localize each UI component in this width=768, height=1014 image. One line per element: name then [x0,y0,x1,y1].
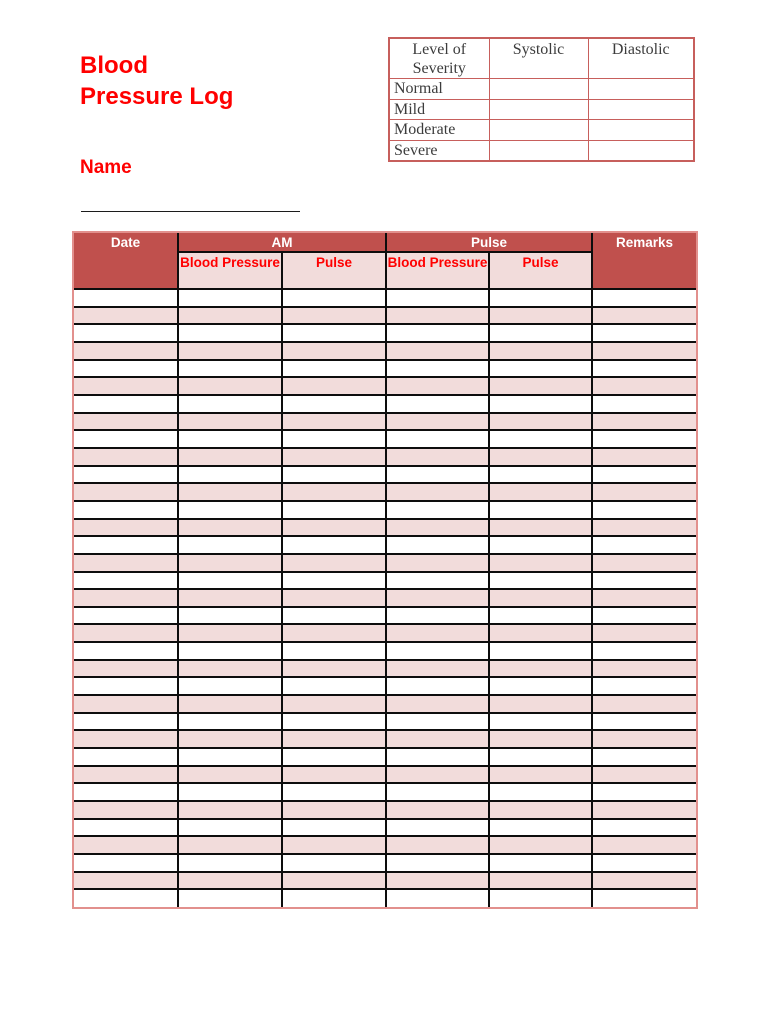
log-cell [74,748,178,766]
log-cell [178,377,282,395]
log-cell [74,589,178,607]
log-cell [386,836,489,854]
log-row [74,713,696,731]
log-cell [282,836,386,854]
log-cell [592,430,696,448]
log-cell [282,501,386,519]
log-cell [592,607,696,625]
log-cell [489,501,592,519]
log-cell [282,854,386,872]
log-cell [282,589,386,607]
log-row [74,642,696,660]
log-cell [489,695,592,713]
log-cell [178,448,282,466]
log-cell [489,413,592,431]
log-row [74,307,696,325]
log-cell [489,624,592,642]
log-row [74,589,696,607]
severity-row-label: Normal [389,79,489,100]
log-row [74,554,696,572]
log-cell [592,766,696,784]
log-cell [178,854,282,872]
log-cell [386,289,489,307]
log-cell [592,801,696,819]
subheader-am-pulse: Pulse [282,252,386,289]
log-cell [592,713,696,731]
log-cell [386,642,489,660]
log-cell [282,624,386,642]
log-cell [282,783,386,801]
log-cell [178,695,282,713]
log-cell [282,466,386,484]
log-cell [386,307,489,325]
severity-row [389,79,694,100]
log-cell [74,483,178,501]
log-cell [592,377,696,395]
severity-row-label: Mild [389,99,489,120]
log-cell [74,642,178,660]
log-cell [178,713,282,731]
log-cell [282,642,386,660]
log-row [74,819,696,837]
log-cell [386,377,489,395]
log-cell [489,660,592,678]
log-cell [282,448,386,466]
severity-row [389,120,694,141]
log-cell [592,889,696,907]
page-title-line2: Pressure Log [80,83,234,110]
date-column-header: Date [74,233,178,289]
log-cell [282,395,386,413]
log-cell [178,783,282,801]
log-cell [178,536,282,554]
log-cell [282,483,386,501]
log-cell [592,289,696,307]
log-cell [282,730,386,748]
log-cell [74,836,178,854]
log-cell [386,660,489,678]
log-row [74,748,696,766]
log-cell [592,307,696,325]
severity-row [389,99,694,120]
severity-table [388,37,695,162]
log-cell [592,519,696,537]
log-cell [178,554,282,572]
log-cell [489,642,592,660]
log-cell [178,660,282,678]
log-row [74,413,696,431]
log-cell [489,607,592,625]
severity-empty-cell [489,99,588,120]
log-cell [178,836,282,854]
log-cell [74,766,178,784]
log-cell [386,677,489,695]
log-cell [592,624,696,642]
log-row [74,854,696,872]
log-cell [386,695,489,713]
log-cell [592,572,696,590]
log-row [74,783,696,801]
log-cell [489,730,592,748]
log-cell [282,377,386,395]
log-group-header-row [74,233,696,252]
log-cell [74,889,178,907]
log-cell [282,413,386,431]
remarks-column-header: Remarks [592,233,696,289]
log-cell [386,554,489,572]
log-cell [282,307,386,325]
log-cell [178,589,282,607]
log-cell [592,589,696,607]
log-cell [178,395,282,413]
log-cell [74,819,178,837]
log-cell [592,854,696,872]
log-cell [282,289,386,307]
log-cell [592,730,696,748]
subheader-pm-blood-pressure: Blood Pressure [386,252,489,289]
log-cell [282,677,386,695]
log-cell [282,889,386,907]
log-cell [178,730,282,748]
log-cell [592,360,696,378]
log-cell [74,342,178,360]
severity-empty-cell [588,120,694,141]
name-underline [81,211,300,212]
log-row [74,695,696,713]
log-cell [74,360,178,378]
log-row [74,448,696,466]
log-cell [74,607,178,625]
log-cell [386,536,489,554]
log-cell [592,783,696,801]
log-cell [178,766,282,784]
log-row [74,572,696,590]
log-cell [282,324,386,342]
log-cell [178,466,282,484]
log-row [74,766,696,784]
severity-row-label: Moderate [389,120,489,141]
log-cell [489,854,592,872]
log-cell [592,483,696,501]
name-label: Name [80,157,132,178]
log-cell [74,395,178,413]
log-cell [489,430,592,448]
log-cell [386,748,489,766]
log-table [74,233,696,907]
log-cell [178,624,282,642]
log-row [74,801,696,819]
log-cell [489,748,592,766]
log-cell [489,836,592,854]
log-cell [489,889,592,907]
log-row [74,624,696,642]
log-row [74,501,696,519]
log-row [74,677,696,695]
log-cell [178,501,282,519]
log-cell [74,713,178,731]
log-cell [592,872,696,890]
log-cell [592,554,696,572]
log-row [74,430,696,448]
log-cell [178,519,282,537]
log-cell [178,889,282,907]
severity-header-level: Level of Severity [389,38,489,79]
log-cell [282,607,386,625]
log-row [74,395,696,413]
log-cell [592,501,696,519]
log-cell [74,501,178,519]
log-cell [489,713,592,731]
log-cell [282,342,386,360]
subheader-am-blood-pressure: Blood Pressure [178,252,282,289]
log-cell [489,677,592,695]
log-row [74,536,696,554]
log-cell [489,324,592,342]
log-cell [282,554,386,572]
log-cell [592,677,696,695]
log-table-wrap [72,231,698,909]
log-cell [386,713,489,731]
log-cell [178,819,282,837]
log-cell [282,872,386,890]
log-cell [74,572,178,590]
log-cell [489,395,592,413]
log-row [74,342,696,360]
pulse-group-header: Pulse [386,233,592,252]
log-cell [386,519,489,537]
log-cell [386,324,489,342]
log-cell [386,448,489,466]
log-cell [74,624,178,642]
log-cell [489,572,592,590]
log-cell [489,307,592,325]
log-cell [386,466,489,484]
log-cell [178,342,282,360]
log-cell [386,501,489,519]
log-row [74,730,696,748]
log-cell [386,360,489,378]
log-cell [282,430,386,448]
log-row [74,360,696,378]
log-cell [489,872,592,890]
severity-empty-cell [588,99,694,120]
log-cell [592,642,696,660]
log-cell [74,730,178,748]
log-cell [178,324,282,342]
log-cell [178,607,282,625]
log-row [74,377,696,395]
log-cell [74,801,178,819]
log-cell [74,872,178,890]
log-cell [282,801,386,819]
log-cell [386,889,489,907]
page-title-line1: Blood [80,52,148,79]
log-cell [592,448,696,466]
log-row [74,483,696,501]
log-cell [74,430,178,448]
log-cell [489,819,592,837]
log-row [74,889,696,907]
log-cell [489,289,592,307]
log-cell [592,748,696,766]
severity-header-row [389,38,694,79]
log-cell [178,677,282,695]
log-cell [74,413,178,431]
log-cell [489,766,592,784]
log-cell [489,360,592,378]
log-cell [282,660,386,678]
log-row [74,466,696,484]
log-cell [592,536,696,554]
log-cell [592,342,696,360]
log-cell [178,572,282,590]
log-cell [282,519,386,537]
log-cell [74,677,178,695]
log-cell [592,695,696,713]
log-cell [282,360,386,378]
log-cell [74,554,178,572]
log-cell [74,536,178,554]
log-cell [386,819,489,837]
log-row [74,607,696,625]
log-cell [178,430,282,448]
log-row [74,660,696,678]
log-cell [592,466,696,484]
log-cell [178,360,282,378]
log-cell [386,730,489,748]
page-title [80,50,233,112]
log-cell [386,783,489,801]
log-cell [592,413,696,431]
log-cell [592,660,696,678]
log-row [74,836,696,854]
log-cell [386,572,489,590]
log-cell [386,854,489,872]
log-cell [386,413,489,431]
log-cell [489,589,592,607]
log-cell [489,783,592,801]
log-cell [178,748,282,766]
log-cell [386,589,489,607]
severity-empty-cell [588,141,694,162]
log-cell [386,430,489,448]
log-cell [386,766,489,784]
subheader-pm-pulse: Pulse [489,252,592,289]
log-cell [386,607,489,625]
log-cell [74,660,178,678]
log-cell [282,819,386,837]
am-group-header: AM [178,233,386,252]
log-cell [282,695,386,713]
log-cell [592,395,696,413]
log-cell [489,466,592,484]
log-cell [386,395,489,413]
severity-empty-cell [489,141,588,162]
severity-empty-cell [489,79,588,100]
log-cell [74,307,178,325]
log-cell [592,819,696,837]
log-cell [178,872,282,890]
log-cell [74,695,178,713]
log-cell [386,342,489,360]
severity-row-label: Severe [389,141,489,162]
log-cell [489,554,592,572]
log-cell [74,289,178,307]
log-cell [489,483,592,501]
severity-empty-cell [588,79,694,100]
log-cell [386,624,489,642]
log-row [74,289,696,307]
log-cell [386,872,489,890]
log-cell [74,783,178,801]
log-cell [592,324,696,342]
log-row [74,519,696,537]
log-cell [178,307,282,325]
log-cell [74,466,178,484]
log-cell [282,572,386,590]
log-row [74,324,696,342]
log-cell [489,536,592,554]
log-cell [489,801,592,819]
log-cell [489,519,592,537]
log-cell [282,766,386,784]
log-cell [592,836,696,854]
log-cell [282,748,386,766]
log-cell [386,483,489,501]
log-cell [489,448,592,466]
severity-empty-cell [489,120,588,141]
log-cell [282,536,386,554]
log-cell [74,854,178,872]
log-cell [74,448,178,466]
log-cell [178,483,282,501]
log-cell [489,377,592,395]
log-cell [74,377,178,395]
severity-row [389,141,694,162]
log-cell [489,342,592,360]
severity-header-diastolic: Diastolic [588,38,694,79]
log-cell [178,801,282,819]
log-cell [74,324,178,342]
log-cell [386,801,489,819]
severity-header-systolic: Systolic [489,38,588,79]
log-cell [178,413,282,431]
log-cell [178,642,282,660]
log-row [74,872,696,890]
log-cell [178,289,282,307]
log-cell [282,713,386,731]
log-cell [74,519,178,537]
